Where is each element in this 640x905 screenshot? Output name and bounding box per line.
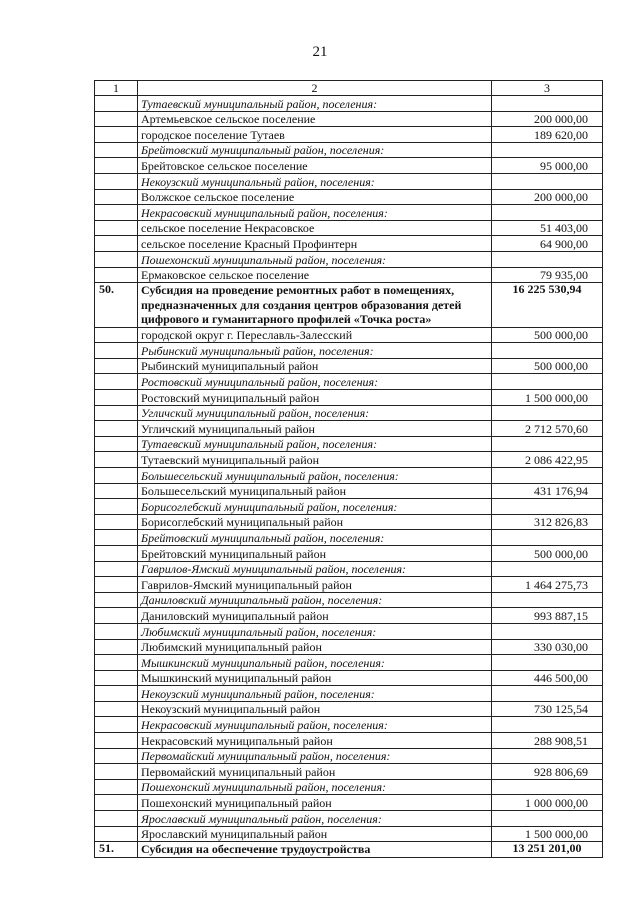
row-amount (492, 405, 603, 421)
row-name: Тутаевский муниципальный район (138, 452, 492, 468)
row-amount (492, 205, 603, 221)
row-amount (492, 717, 603, 733)
row-index (95, 236, 138, 252)
row-index (95, 655, 138, 671)
table-row (95, 826, 603, 842)
row-amount (492, 173, 603, 189)
subsidy-row (95, 842, 603, 858)
table-row (95, 545, 603, 561)
table-row (95, 577, 603, 593)
row-name: Брейтовский муниципальный район (138, 545, 492, 561)
row-name: Любимский муниципальный район, поселения: (138, 623, 492, 639)
row-amount: 95 000,00 (492, 158, 603, 174)
table-row (95, 421, 603, 437)
row-amount: 730 125,54 (492, 701, 603, 717)
row-name: Некоузский муниципальный район, поселения: (138, 173, 492, 189)
row-index (95, 623, 138, 639)
row-amount: 446 500,00 (492, 670, 603, 686)
row-name: Даниловский муниципальный район, поселения: (138, 592, 492, 608)
row-amount: 79 935,00 (492, 267, 603, 283)
district-row (95, 96, 603, 112)
table-row (95, 220, 603, 236)
row-name: Пошехонский муниципальный район (138, 795, 492, 811)
row-amount (492, 467, 603, 483)
district-row (95, 811, 603, 827)
row-name: Субсидия на проведение ремонтных работ в помещениях, предназначенных для создания центров образования детей цифрового и гуманитарного профилей «Точка роста» (138, 283, 492, 328)
row-index: 51. (95, 842, 138, 858)
district-row (95, 499, 603, 515)
row-index (95, 545, 138, 561)
row-index (95, 127, 138, 143)
row-index (95, 561, 138, 577)
district-row (95, 173, 603, 189)
row-amount (492, 748, 603, 764)
row-name: городской округ г. Переславль-Залесский (138, 327, 492, 343)
table-row (95, 267, 603, 283)
row-index (95, 779, 138, 795)
row-index (95, 251, 138, 267)
row-name: Некрасовский муниципальный район, поселения: (138, 717, 492, 733)
row-name: Угличский муниципальный район, поселения: (138, 405, 492, 421)
row-name: сельское поселение Красный Профинтерн (138, 236, 492, 252)
row-amount (492, 530, 603, 546)
row-index (95, 374, 138, 390)
subsidy-table (94, 80, 603, 858)
row-index (95, 639, 138, 655)
row-index (95, 452, 138, 468)
row-name: Мышкинский муниципальный район (138, 670, 492, 686)
row-amount (492, 592, 603, 608)
row-name: Большесельский муниципальный район (138, 483, 492, 499)
row-index (95, 795, 138, 811)
row-name: Гаврилов-Ямский муниципальный район (138, 577, 492, 593)
district-row (95, 779, 603, 795)
row-name: Некоузский муниципальный район (138, 701, 492, 717)
row-amount: 200 000,00 (492, 111, 603, 127)
row-name: Ярославский муниципальный район (138, 826, 492, 842)
district-row (95, 251, 603, 267)
row-amount: 500 000,00 (492, 545, 603, 561)
row-amount (492, 96, 603, 112)
row-amount (492, 374, 603, 390)
district-row (95, 405, 603, 421)
row-name: Рыбинский муниципальный район, поселения: (138, 343, 492, 359)
row-index (95, 577, 138, 593)
row-index (95, 686, 138, 702)
row-name: Рыбинский муниципальный район (138, 358, 492, 374)
district-row (95, 142, 603, 158)
table-row (95, 701, 603, 717)
table-row (95, 514, 603, 530)
row-index (95, 764, 138, 780)
table-row (95, 236, 603, 252)
row-name: Ростовский муниципальный район, поселения: (138, 374, 492, 390)
table-row (95, 158, 603, 174)
header-col-1: 1 (95, 81, 138, 96)
row-amount: 64 900,00 (492, 236, 603, 252)
district-row (95, 592, 603, 608)
row-name: сельское поселение Некрасовское (138, 220, 492, 236)
district-row (95, 374, 603, 390)
row-name: Угличский муниципальный район (138, 421, 492, 437)
row-amount: 51 403,00 (492, 220, 603, 236)
row-index (95, 205, 138, 221)
row-name: Ростовский муниципальный район (138, 390, 492, 406)
row-amount: 200 000,00 (492, 189, 603, 205)
row-index (95, 142, 138, 158)
row-index (95, 111, 138, 127)
row-index (95, 514, 138, 530)
row-name: Брейтовский муниципальный район, поселения: (138, 142, 492, 158)
district-row (95, 467, 603, 483)
row-index (95, 717, 138, 733)
row-name: Любимский муниципальный район (138, 639, 492, 655)
table-header-row (95, 81, 603, 96)
row-amount (492, 779, 603, 795)
row-name: Брейтовское сельское поселение (138, 158, 492, 174)
district-row (95, 436, 603, 452)
table-row (95, 733, 603, 749)
row-amount (492, 251, 603, 267)
row-name: городское поселение Тутаев (138, 127, 492, 143)
row-amount: 2 086 422,95 (492, 452, 603, 468)
row-amount: 13 251 201,00 (492, 842, 603, 858)
district-row (95, 343, 603, 359)
row-name: Тутаевский муниципальный район, поселения: (138, 96, 492, 112)
row-amount: 1 464 275,73 (492, 577, 603, 593)
table-row (95, 452, 603, 468)
row-name: Первомайский муниципальный район (138, 764, 492, 780)
row-name: Некоузский муниципальный район, поселения: (138, 686, 492, 702)
row-name: Борисоглебский муниципальный район (138, 514, 492, 530)
row-index (95, 530, 138, 546)
row-amount: 431 176,94 (492, 483, 603, 499)
row-name: Брейтовский муниципальный район, поселения: (138, 530, 492, 546)
row-index (95, 467, 138, 483)
row-name: Гаврилов-Ямский муниципальный район, поселения: (138, 561, 492, 577)
header-col-3: 3 (492, 81, 603, 96)
row-name: Борисоглебский муниципальный район, поселения: (138, 499, 492, 515)
row-index: 50. (95, 283, 138, 328)
row-index (95, 96, 138, 112)
row-index (95, 327, 138, 343)
row-index (95, 748, 138, 764)
district-row (95, 205, 603, 221)
row-index (95, 811, 138, 827)
subsidy-row (95, 283, 603, 328)
row-index (95, 670, 138, 686)
table-body (95, 81, 603, 858)
row-name: Тутаевский муниципальный район, поселения: (138, 436, 492, 452)
row-index (95, 358, 138, 374)
table-row (95, 327, 603, 343)
row-name: Пошехонский муниципальный район, поселения: (138, 251, 492, 267)
table-row (95, 111, 603, 127)
row-amount (492, 623, 603, 639)
row-amount: 16 225 530,94 (492, 283, 603, 328)
row-index (95, 483, 138, 499)
row-amount: 928 806,69 (492, 764, 603, 780)
row-name: Волжское сельское поселение (138, 189, 492, 205)
row-amount (492, 499, 603, 515)
row-index (95, 267, 138, 283)
district-row (95, 748, 603, 764)
row-amount (492, 343, 603, 359)
district-row (95, 530, 603, 546)
row-amount: 500 000,00 (492, 358, 603, 374)
table-row (95, 608, 603, 624)
row-name: Ярославский муниципальный район, поселения: (138, 811, 492, 827)
row-name: Ермаковское сельское поселение (138, 267, 492, 283)
row-index (95, 701, 138, 717)
row-amount: 500 000,00 (492, 327, 603, 343)
row-name: Даниловский муниципальный район (138, 608, 492, 624)
row-name: Большесельский муниципальный район, поселения: (138, 467, 492, 483)
row-index (95, 220, 138, 236)
row-amount: 1 000 000,00 (492, 795, 603, 811)
table-row (95, 795, 603, 811)
row-index (95, 189, 138, 205)
row-index (95, 173, 138, 189)
row-index (95, 421, 138, 437)
row-index (95, 405, 138, 421)
row-amount (492, 811, 603, 827)
row-name: Некрасовский муниципальный район (138, 733, 492, 749)
row-amount (492, 436, 603, 452)
district-row (95, 686, 603, 702)
row-amount: 189 620,00 (492, 127, 603, 143)
row-amount: 330 030,00 (492, 639, 603, 655)
row-amount (492, 142, 603, 158)
row-amount (492, 686, 603, 702)
row-amount (492, 561, 603, 577)
row-amount: 288 908,51 (492, 733, 603, 749)
row-index (95, 826, 138, 842)
row-name: Мышкинский муниципальный район, поселения: (138, 655, 492, 671)
row-index (95, 608, 138, 624)
district-row (95, 561, 603, 577)
row-amount: 1 500 000,00 (492, 826, 603, 842)
row-amount: 1 500 000,00 (492, 390, 603, 406)
row-index (95, 436, 138, 452)
row-index (95, 733, 138, 749)
row-amount: 312 826,83 (492, 514, 603, 530)
district-row (95, 655, 603, 671)
table-row (95, 127, 603, 143)
district-row (95, 717, 603, 733)
table-row (95, 639, 603, 655)
page-number: 21 (312, 44, 328, 60)
district-row (95, 623, 603, 639)
header-col-2: 2 (138, 81, 492, 96)
row-name: Субсидия на обеспечение трудоустройства (138, 842, 492, 858)
row-index (95, 158, 138, 174)
row-index (95, 390, 138, 406)
row-index (95, 499, 138, 515)
row-amount: 993 887,15 (492, 608, 603, 624)
table-row (95, 483, 603, 499)
row-name: Пошехонский муниципальный район, поселения: (138, 779, 492, 795)
table-row (95, 390, 603, 406)
row-name: Первомайский муниципальный район, поселения: (138, 748, 492, 764)
row-name: Некрасовский муниципальный район, поселения: (138, 205, 492, 221)
row-amount (492, 655, 603, 671)
row-name: Артемьевское сельское поселение (138, 111, 492, 127)
row-index (95, 592, 138, 608)
table-row (95, 358, 603, 374)
table-row (95, 670, 603, 686)
row-amount: 2 712 570,60 (492, 421, 603, 437)
row-index (95, 343, 138, 359)
table-row (95, 189, 603, 205)
table-row (95, 764, 603, 780)
